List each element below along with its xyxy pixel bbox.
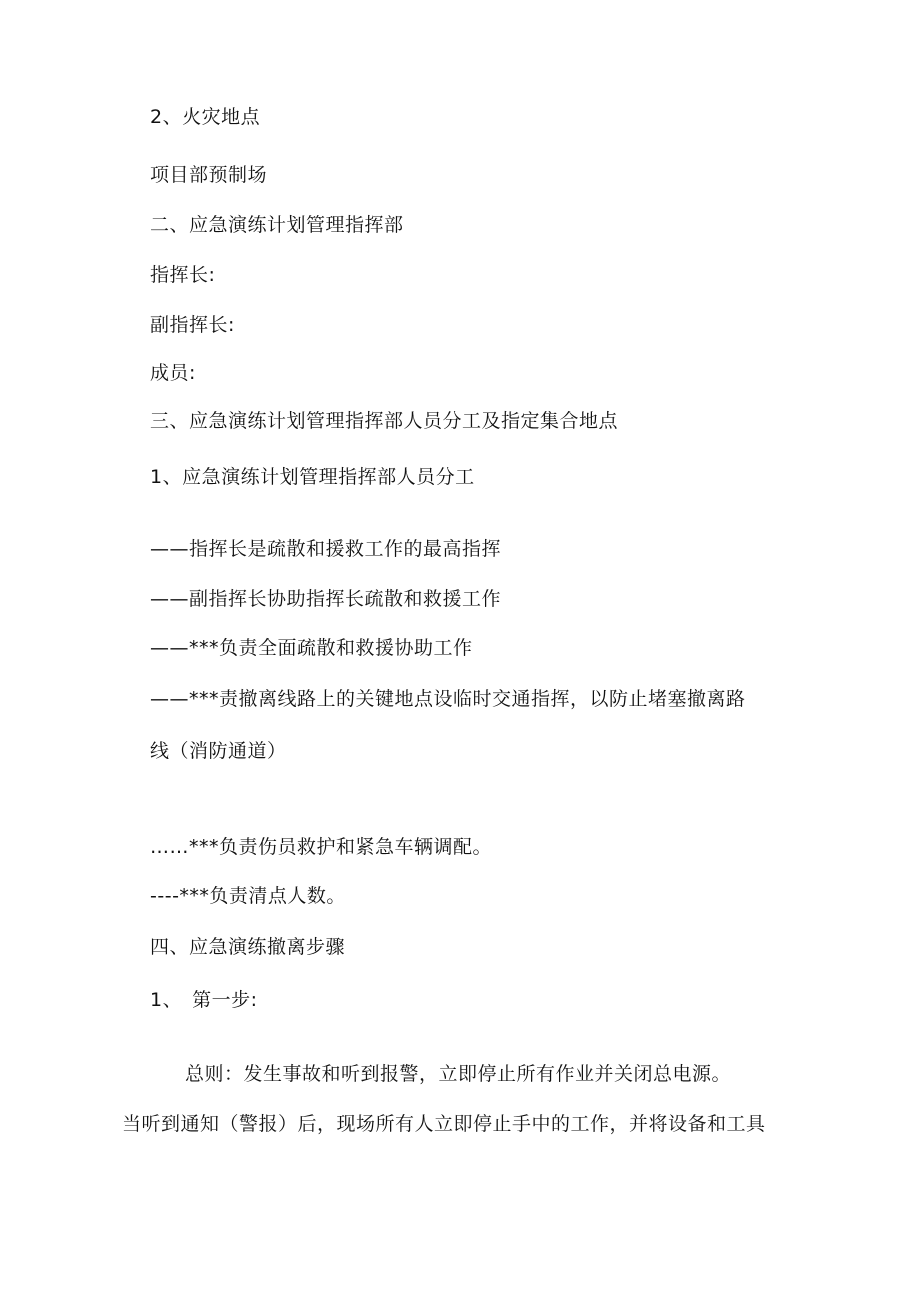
paragraph-alarm-response: 当听到通知（警报）后，现场所有人立即停止手中的工作，并将设备和工具 [122,1113,766,1135]
field-deputy-commander: 副指挥长: [150,314,235,336]
subheading-step-one: 1、 第一步: [150,989,258,1011]
paragraph-fire-location-value: 项目部预制场 [150,164,268,186]
section-heading-division: 三、应急演练计划管理指挥部人员分工及指定集合地点 [150,410,619,432]
section-heading-fire-location: 2、火灾地点 [150,106,261,128]
paragraph-general-rule: 总则：发生事故和听到报警，立即停止所有作业并关闭总电源。 [185,1063,732,1085]
subheading-division: 1、应急演练计划管理指挥部人员分工 [150,466,475,488]
list-item-traffic-duty-continued: 线（消防通道） [150,740,287,762]
list-item-evacuation-duty: ——***负责全面疏散和救援协助工作 [150,637,473,659]
list-item-deputy-duty: ——副指挥长协助指挥长疏散和救援工作 [150,588,502,610]
section-heading-command: 二、应急演练计划管理指挥部 [150,214,404,236]
list-item-commander-duty: ——指挥长是疏散和援救工作的最高指挥 [150,538,502,560]
list-item-headcount-duty: ----***负责清点人数。 [150,885,346,907]
list-item-rescue-duty: ……***负责伤员救护和紧急车辆调配。 [150,836,493,858]
field-members: 成员: [150,362,196,384]
field-commander: 指挥长: [150,264,216,286]
list-item-traffic-duty: ——***责撤离线路上的关键地点设临时交通指挥，以防止堵塞撤离路 [150,688,746,710]
section-heading-steps: 四、应急演练撤离步骤 [150,936,346,958]
